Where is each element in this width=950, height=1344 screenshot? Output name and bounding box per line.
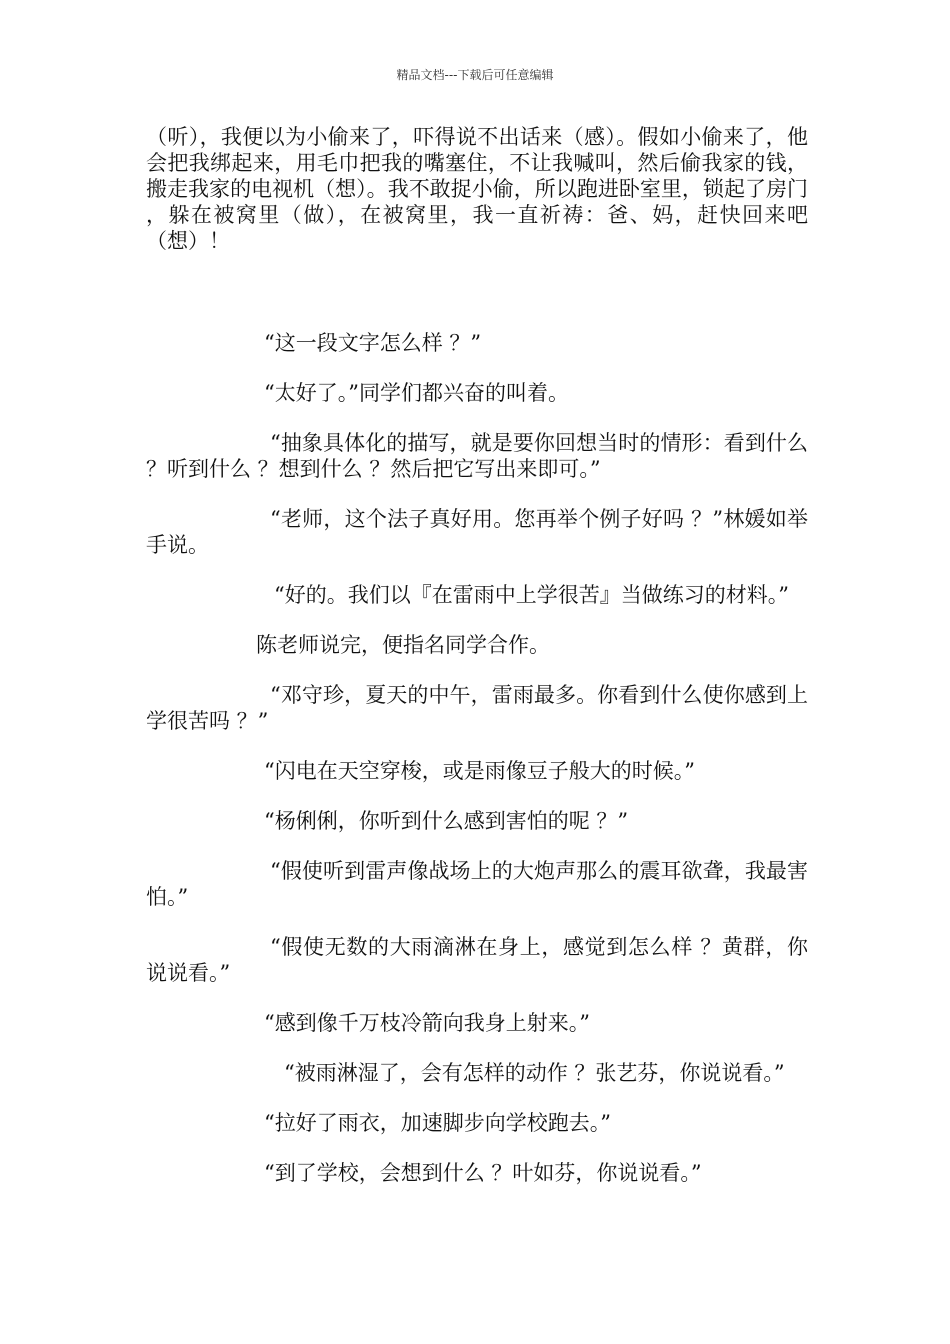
document-body — [146, 124, 808, 1210]
dialogue-paragraph: “老师，这个法子真好用。您再举个例子好吗 ？”林媛如举手说。 — [146, 507, 808, 557]
dialogue-paragraph: “太好了。”同学们都兴奋的叫着。 — [264, 381, 569, 405]
dialogue-paragraph: “到了学校，会想到什么 ？叶如芬，你说说看。” — [264, 1161, 702, 1185]
dialogue-paragraph: “被雨淋湿了，会有怎样的动作 ？张艺芬，你说说看。” — [284, 1061, 785, 1085]
dialogue-paragraph: “这一段文字怎么样 ？” — [264, 331, 482, 355]
intro-paragraph: （听），我便以为小偷来了，吓得说不出话来（感）。假如小偷来了，他会把我绑起来，用毛巾把我的嘴塞住，不让我喊叫，然后偷我家的钱，搬走我家的电视机（想）。我不敢捉小偷，所以跑进卧室里，锁起了房门 ，躲在被窝里（做），在被窝里，我一直祈祷：爸、妈，赶快回来吧（想）！ — [146, 125, 808, 253]
dialogue-paragraph: “杨俐俐，你听到什么感到害怕的呢 ？” — [264, 809, 629, 833]
dialogue-paragraph: “拉好了雨衣，加速脚步向学校跑去。” — [264, 1111, 611, 1135]
dialogue-paragraph: “邓守珍，夏天的中午，雷雨最多。你看到什么使你感到上学很苦吗 ？” — [146, 683, 808, 733]
dialogue-paragraph: “抽象具体化的描写，就是要你回想当时的情形：看到什么 ？听到什么 ？想到什么 ？然后把它写出来即可。” — [146, 431, 808, 481]
page-header: 精品文档---下载后可任意编辑 — [396, 68, 554, 82]
dialogue-paragraph: “假使无数的大雨滴淋在身上，感觉到怎么样 ？黄群，你说说看。” — [146, 935, 808, 985]
dialogue-paragraph: “假使听到雷声像战场上的大炮声那么的震耳欲聋，我最害怕。” — [146, 859, 808, 909]
dialogue-paragraph: “好的。我们以『在雷雨中上学很苦』当做练习的材料。” — [274, 583, 789, 607]
narration-paragraph: 陈老师说完，便指名同学合作。 — [256, 633, 550, 657]
dialogue-paragraph: “感到像千万枝冷箭向我身上射来。” — [264, 1011, 590, 1035]
dialogue-paragraph: “闪电在天空穿梭，或是雨像豆子般大的时候。” — [264, 759, 695, 783]
